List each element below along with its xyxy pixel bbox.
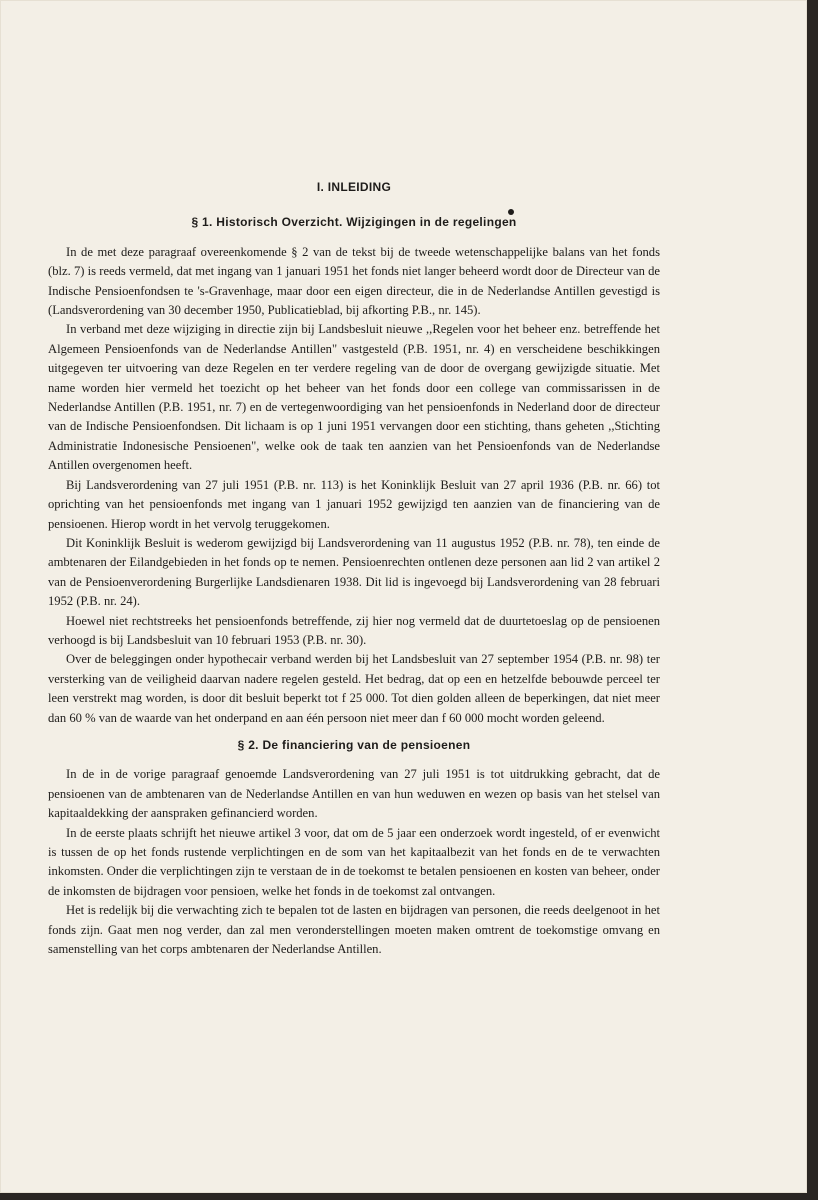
paragraph: In verband met deze wijziging in directie zijn bij Landsbesluit nieuwe ,,Regelen voor het beheer enz. betreffende het Algemeen Pensioenfonds van de Nederlandse Antillen" vastgesteld (P.B. 1951, nr. 4) en verscheidene beschikkingen uitgegeven ter uitvoering van deze Regelen en ter verdere regeling van de door de overgang gewijzigde situatie. Met name worden hier vermeld het toezicht op het beheer van het fonds door een college van commissarissen in de Nederlandse Antillen (P.B. 1951, nr. 7) en de vertegenwoordiging van het pensioenfonds in Nederland door de directeur van de Indische Pensioenfondsen. Dit lichaam is op 1 juni 1951 vervangen door een stichting, thans geheten ,,Stichting Administratie Indonesische Pensioenen", welke ook de taak ten aanzien van het Pensioenfonds van de Nederlandse Antillen overgenomen heeft.	[48, 322, 660, 473]
paragraph: Hoewel niet rechtstreeks het pensioenfonds betreffende, zij hier nog vermeld dat de duurtetoeslag op de pensioenen verhoogd is bij Landsbesluit van 10 februari 1953 (P.B. nr. 30).	[48, 613, 660, 647]
paragraph: In de eerste plaats schrijft het nieuwe artikel 3 voor, dat om de 5 jaar een onderzoek wordt ingesteld, of er evenwicht is tussen de op het fonds rustende verplichtingen en de som van het kapitaalbezit van het fonds en de te verwachten inkomsten. Onder die verplichtingen zijn te verstaan de in de toekomst te betalen pensioenen en kosten van beheer, onder de inkomsten de bijdragen voor pensioen, welke het fonds in de toekomst zal ontvangen.	[48, 825, 660, 898]
section-1-body	[48, 243, 660, 728]
paragraph: Bij Landsverordening van 27 juli 1951 (P.B. nr. 113) is het Koninklijk Besluit van 27 april 1936 (P.B. nr. 66) tot oprichting van het pensioenfonds met ingang van 1 januari 1952 gewijzigd ten aanzien van de financiering van de pensioenen. Hierop wordt in het vervolg teruggekomen.	[48, 477, 660, 531]
paragraph: Het is redelijk bij die verwachting zich te bepalen tot de lasten en bijdragen van personen, die reeds deelgenoot in het fonds zijn. Gaat men nog verder, dan zal men veronderstellingen moeten maken omtrent de toekomstige omvang en samenstelling van het corps ambtenaren der Nederlandse Antillen.	[48, 903, 660, 957]
page-content	[48, 176, 660, 959]
paragraph: Over de beleggingen onder hypothecair verband werden bij het Landsbesluit van 27 september 1954 (P.B. nr. 98) ter versterking van de veiligheid daarvan nadere regelen gesteld. Het bedrag, dat op een en hetzelfde bebouwde perceel ter leen verstrekt mag worden, is door dit besluit beperkt tot f 25 000. Tot dien golden alleen de beperkingen, dat niet meer dan 60 % van de waarde van het onderpand en aan één persoon niet meer dan f 60 000 mocht worden geleend.	[48, 652, 660, 725]
paragraph: In de in de vorige paragraaf genoemde Landsverordening van 27 juli 1951 is tot uitdrukking gebracht, dat de pensioenen van de ambtenaren van de Nederlandse Antillen en van hun weduwen en wezen op basis van het stelsel van kapitaaldekking der aanspraken gefinancierd worden.	[48, 767, 660, 821]
section-2-heading: § 2. De financiering van de pensioenen	[237, 737, 471, 752]
section-2-body	[48, 765, 660, 959]
chapter-title: I. INLEIDING	[316, 180, 392, 194]
section-1-heading: § 1. Historisch Overzicht. Wijzigingen in de regelingen	[191, 215, 517, 230]
paragraph: Dit Koninklijk Besluit is wederom gewijzigd bij Landsverordening van 11 augustus 1952 (P.B. nr. 78), ten einde de ambtenaren der Eilandgebieden in het fonds op te nemen. Pensioenrechten ontlenen deze personen aan lid 2 van artikel 2 van de Pensioenverordening Burgerlijke Landsdienaren 1938. Dit lid is ingevoegd bij Landsverordening van 28 februari 1952 (P.B. nr. 24).	[48, 535, 660, 609]
paragraph: In de met deze paragraaf overeenkomende § 2 van de tekst bij de tweede wetenschappelijke balans van het fonds (blz. 7) is reeds vermeld, dat met ingang van 1 januari 1951 het fonds niet langer beheerd wordt door de Directeur van de Indische Pensioenfondsen te 's-Gravenhage, maar door een eigen directeur, die in de Nederlandse Antillen gevestigd is (Landsverordening van 30 december 1950, Publicatieblad, bij afkorting P.B., nr. 145).	[48, 244, 660, 318]
